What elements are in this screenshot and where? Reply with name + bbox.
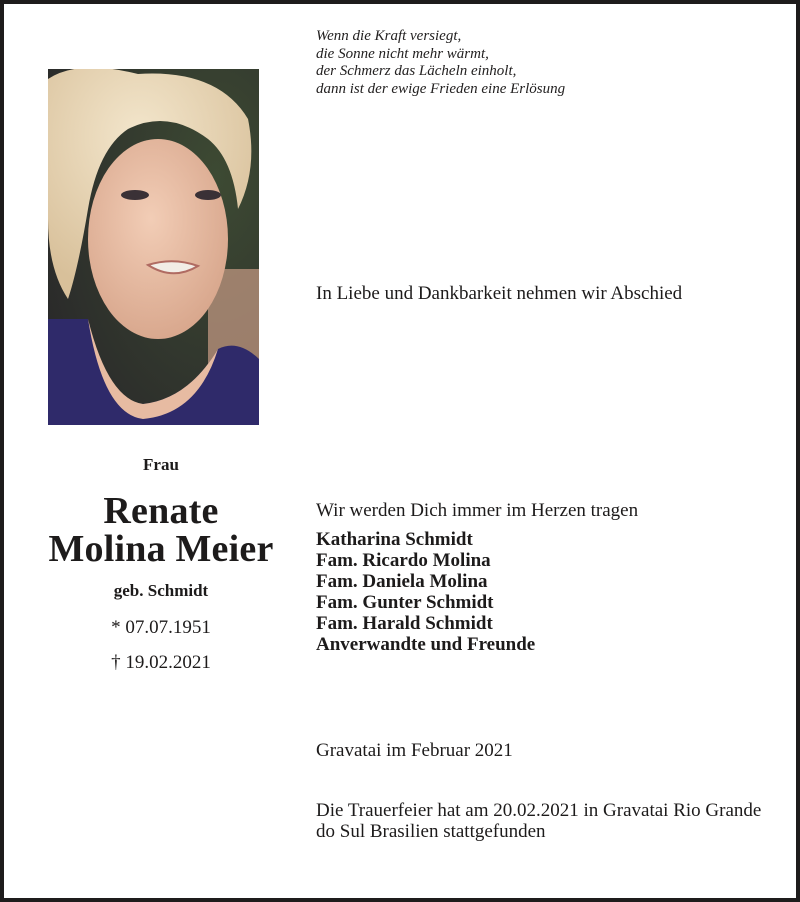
obituary-card — [4, 4, 796, 898]
poem — [316, 28, 716, 98]
mourner-name: Anverwandte und Freunde — [316, 634, 536, 655]
poem-line: die Sonne nicht mehr wärmt, — [316, 45, 489, 62]
farewell-text: In Liebe und Dankbarkeit nehmen wir Abschied — [316, 283, 683, 304]
place-date: Gravatai im Februar 2021 — [316, 740, 513, 761]
mourner-name: Fam. Ricardo Molina — [316, 550, 491, 571]
mourner-name: Fam. Daniela Molina — [316, 571, 488, 592]
death-date: † 19.02.2021 — [111, 652, 211, 673]
poem-line: dann ist der ewige Frieden eine Erlösung — [316, 80, 566, 97]
deceased-info — [28, 454, 294, 675]
ceremony-note: Die Trauerfeier hat am 20.02.2021 in Gravatai Rio Grande do Sul Brasilien stattgefunden — [316, 800, 762, 842]
mourners-list — [316, 529, 535, 655]
poem-line: der Schmerz das Lächeln einholt, — [316, 63, 517, 79]
salutation: Frau — [143, 455, 179, 474]
poem-line: Wenn die Kraft versiegt, — [316, 28, 462, 44]
portrait-photo — [48, 69, 259, 425]
mourners-intro: Wir werden Dich immer im Herzen tragen — [316, 500, 639, 521]
mourner-name: Fam. Gunter Schmidt — [316, 592, 494, 613]
deceased-last-name: Molina Meier — [48, 528, 274, 570]
maiden-name: geb. Schmidt — [113, 581, 209, 600]
birth-date: * 07.07.1951 — [111, 617, 211, 638]
portrait-illustration — [48, 69, 259, 425]
mourner-name: Fam. Harald Schmidt — [316, 613, 493, 634]
mourner-name: Katharina Schmidt — [316, 529, 473, 550]
deceased-first-name: Renate — [103, 490, 219, 532]
